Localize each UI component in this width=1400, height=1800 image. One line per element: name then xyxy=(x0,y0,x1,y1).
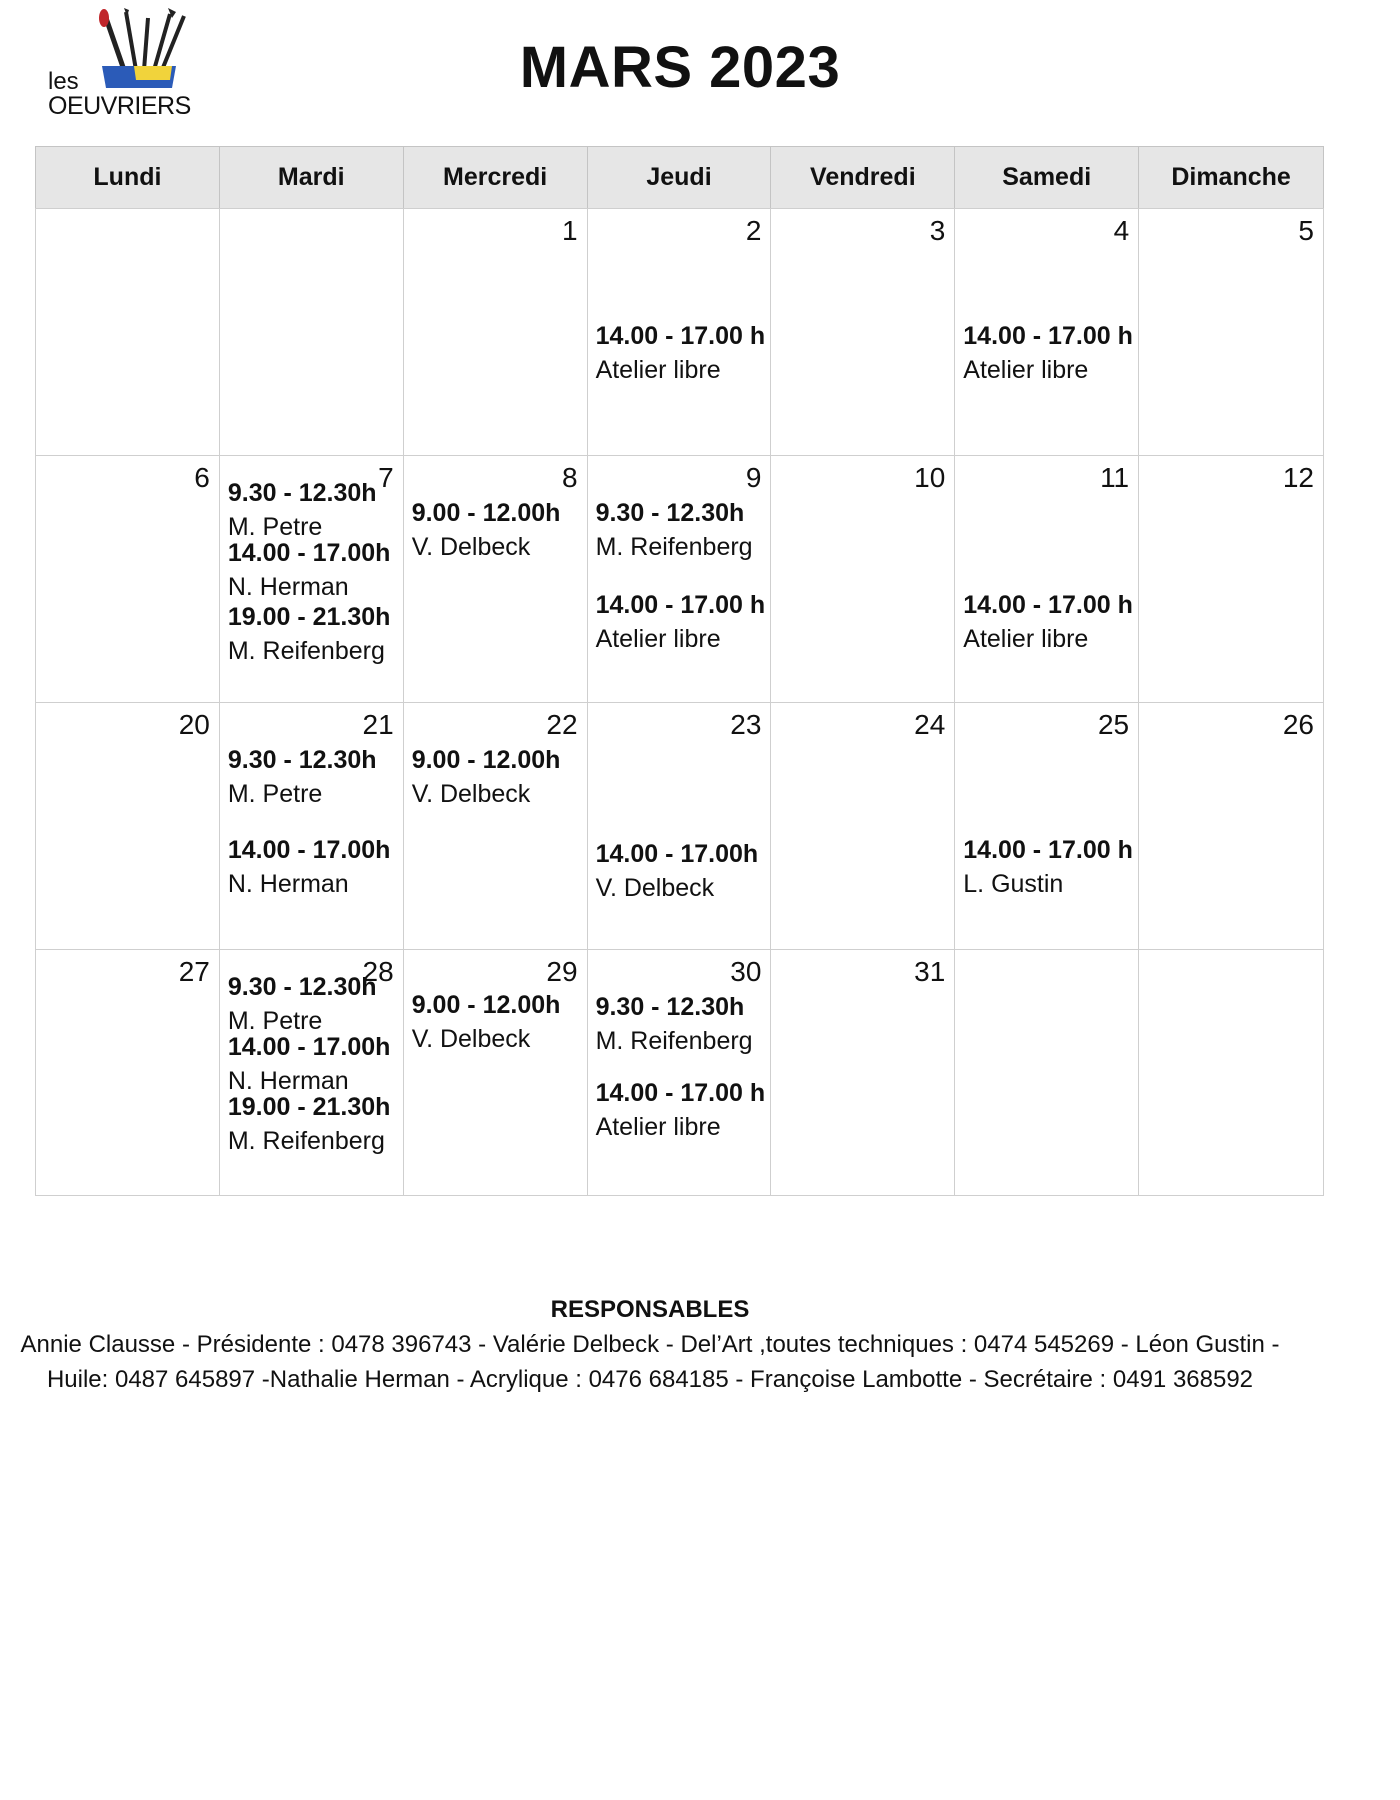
session-leader: L. Gustin xyxy=(963,870,1064,898)
calendar-day-cell xyxy=(404,703,588,949)
calendar-day-cell xyxy=(404,950,588,1195)
day-header: Mercredi xyxy=(404,147,588,208)
day-number: 10 xyxy=(914,462,946,493)
session-time: 14.00 - 17.00h xyxy=(595,840,759,868)
session-time: 9.30 - 12.30h xyxy=(595,993,745,1021)
session-time: 9.00 - 12.00h xyxy=(411,499,561,527)
session-entry xyxy=(228,1030,391,1098)
logo-oeuvriers: OEUVRIERS xyxy=(48,92,191,120)
day-header: Lundi xyxy=(36,147,220,208)
calendar-day-cell xyxy=(1139,209,1323,455)
calendar-day-cell xyxy=(220,950,404,1195)
session-entry xyxy=(963,833,1133,901)
session-time: 14.00 - 17.00 h xyxy=(595,1079,766,1107)
day-number: 9 xyxy=(745,462,762,493)
day-number: 8 xyxy=(561,462,578,493)
calendar-day-cell xyxy=(955,209,1139,455)
session-leader: Atelier libre xyxy=(595,1113,721,1141)
day-number: 25 xyxy=(1097,709,1130,740)
session-time: 19.00 - 21.30h xyxy=(227,603,391,631)
day-number: 7 xyxy=(378,462,394,493)
calendar-day-cell xyxy=(771,209,955,455)
session-leader: Atelier libre xyxy=(963,356,1089,384)
day-number: 3 xyxy=(929,215,946,246)
session-leader: M. Reifenberg xyxy=(595,1027,753,1055)
logo-les: les xyxy=(48,68,79,95)
calendar-day-cell xyxy=(36,950,220,1195)
session-entry xyxy=(963,319,1133,387)
day-number: 22 xyxy=(546,709,578,740)
session-leader: Atelier libre xyxy=(963,625,1089,653)
day-number: 23 xyxy=(730,709,762,740)
session-entry xyxy=(596,1076,766,1144)
session-entry xyxy=(963,588,1133,656)
day-number: 11 xyxy=(1100,462,1130,493)
day-number: 2 xyxy=(745,215,762,246)
session-entry xyxy=(228,536,391,604)
calendar-day-cell xyxy=(771,950,955,1195)
session-time: 9.00 - 12.00h xyxy=(411,991,561,1019)
session-time: 9.30 - 12.30h xyxy=(227,973,377,1001)
day-number: 28 xyxy=(362,956,394,987)
session-leader: V. Delbeck xyxy=(595,874,715,902)
calendar-day-cell xyxy=(955,950,1139,1195)
day-number: 21 xyxy=(362,709,394,740)
session-entry xyxy=(412,743,561,811)
session-leader: V. Delbeck xyxy=(411,533,531,561)
calendar-week xyxy=(35,949,1324,1196)
session-time: 9.30 - 12.30h xyxy=(595,499,745,527)
calendar-day-cell xyxy=(1139,950,1323,1195)
day-number: 6 xyxy=(194,462,210,493)
session-leader: M. Petre xyxy=(227,513,323,541)
session-leader: M. Reifenberg xyxy=(227,637,385,665)
calendar-day-cell xyxy=(36,456,220,702)
day-number: 31 xyxy=(914,956,946,987)
calendar-day-cell xyxy=(588,950,772,1195)
session-entry xyxy=(596,319,766,387)
responsables xyxy=(0,1292,1300,1397)
day-header: Mardi xyxy=(220,147,404,208)
session-entry xyxy=(596,496,753,564)
session-leader: M. Petre xyxy=(227,780,323,808)
calendar-day-cell xyxy=(955,703,1139,949)
day-number: 12 xyxy=(1282,462,1314,493)
session-time: 9.00 - 12.00h xyxy=(411,746,561,774)
calendar-day-cell xyxy=(220,456,404,702)
session-time: 14.00 - 17.00 h xyxy=(963,591,1133,619)
session-entry xyxy=(228,476,377,544)
session-entry xyxy=(228,970,377,1038)
day-number: 24 xyxy=(914,709,946,740)
day-header: Jeudi xyxy=(588,147,772,208)
calendar-day-cell xyxy=(404,456,588,702)
day-number: 29 xyxy=(546,956,578,987)
calendar-week xyxy=(35,208,1324,455)
session-entry xyxy=(596,990,753,1058)
calendar-day-cell xyxy=(588,456,772,702)
calendar-header xyxy=(35,146,1324,208)
day-header: Samedi xyxy=(955,147,1139,208)
session-leader: V. Delbeck xyxy=(411,780,531,808)
session-entry xyxy=(228,743,377,811)
day-number: 27 xyxy=(178,956,210,987)
session-time: 14.00 - 17.00h xyxy=(227,836,391,864)
session-leader: N. Herman xyxy=(227,573,349,601)
session-time: 14.00 - 17.00h xyxy=(227,1033,391,1061)
session-time: 9.30 - 12.30h xyxy=(227,479,377,507)
page-title: MARS 2023 xyxy=(519,35,841,100)
calendar-day-cell xyxy=(771,456,955,702)
calendar-day-cell xyxy=(955,456,1139,702)
responsables-title: RESPONSABLES xyxy=(550,1296,750,1323)
session-time: 14.00 - 17.00 h xyxy=(963,322,1133,350)
calendar-day-cell xyxy=(588,209,772,455)
calendar-day-cell xyxy=(220,703,404,949)
day-number: 5 xyxy=(1298,215,1314,246)
session-time: 14.00 - 17.00 h xyxy=(595,322,766,350)
session-time: 9.30 - 12.30h xyxy=(227,746,377,774)
day-number: 1 xyxy=(561,215,578,246)
calendar-day-cell xyxy=(1139,703,1323,949)
session-entry xyxy=(228,1090,391,1158)
session-leader: M. Reifenberg xyxy=(595,533,753,561)
calendar-day-cell xyxy=(404,209,588,455)
day-number: 4 xyxy=(1113,215,1130,246)
session-leader: M. Petre xyxy=(227,1007,323,1035)
day-number: 30 xyxy=(730,956,762,987)
session-entry xyxy=(596,837,759,905)
session-time: 14.00 - 17.00 h xyxy=(595,591,766,619)
calendar-day-cell xyxy=(588,703,772,949)
calendar-week xyxy=(35,455,1324,702)
calendar xyxy=(35,146,1324,1196)
day-number: 26 xyxy=(1282,709,1314,740)
session-leader: M. Reifenberg xyxy=(227,1127,385,1155)
session-leader: N. Herman xyxy=(227,1067,349,1095)
session-time: 14.00 - 17.00h xyxy=(227,539,391,567)
calendar-day-cell xyxy=(36,703,220,949)
session-time: 14.00 - 17.00 h xyxy=(963,836,1133,864)
calendar-day-cell xyxy=(1139,456,1323,702)
calendar-week xyxy=(35,702,1324,949)
session-entry xyxy=(596,588,766,656)
session-leader: Atelier libre xyxy=(595,356,721,384)
day-header: Dimanche xyxy=(1171,163,1291,191)
session-leader: N. Herman xyxy=(227,870,349,898)
session-entry xyxy=(228,600,391,668)
responsables-text: Annie Clausse - Présidente : 0478 396743 - Valérie Delbeck - Del’Art ,toutes techniques : 0474 545269 - Léon Gustin - Huile: 0487 645897 -Nathalie Herman - Acrylique : 0476 684185 - Françoise Lambotte - Secrétaire : 0491 368592 xyxy=(20,1331,1280,1393)
session-time: 19.00 - 21.30h xyxy=(227,1093,391,1121)
session-entry xyxy=(412,496,561,564)
session-leader: V. Delbeck xyxy=(411,1025,531,1053)
day-number: 20 xyxy=(178,709,210,740)
session-leader: Atelier libre xyxy=(595,625,721,653)
calendar-day-cell xyxy=(36,209,220,455)
session-entry xyxy=(412,988,561,1056)
day-header: Vendredi xyxy=(771,147,955,208)
calendar-day-cell xyxy=(771,703,955,949)
session-entry xyxy=(228,833,391,901)
calendar-day-cell xyxy=(220,209,404,455)
